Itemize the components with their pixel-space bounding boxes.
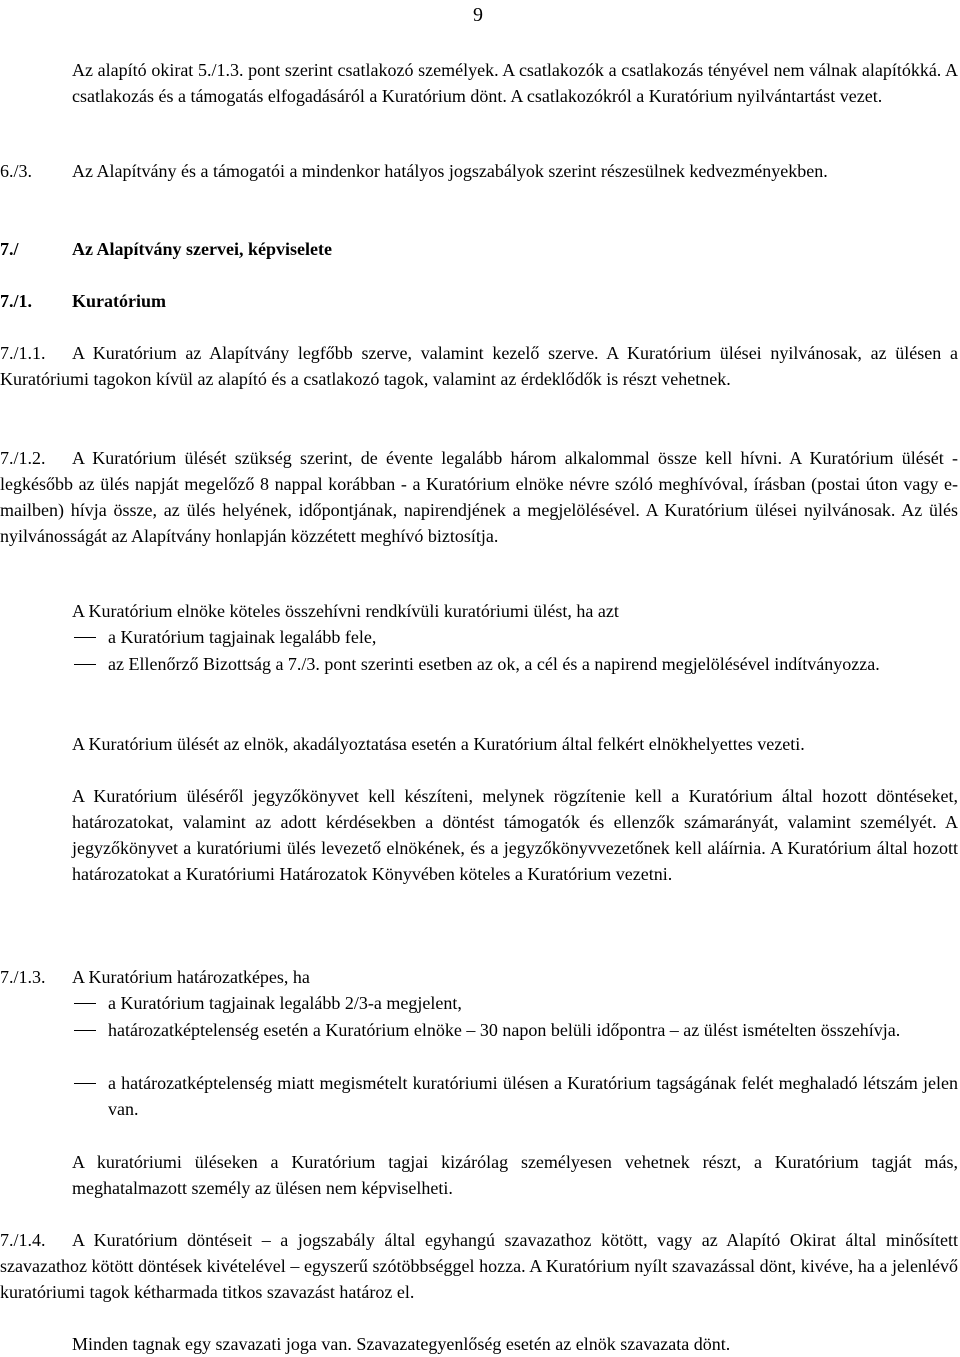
page-number: 9 <box>473 4 483 26</box>
section-number: 7./1. <box>0 291 33 311</box>
section-text: A Kuratórium az Alapítvány legfőbb szerve, valamint kezelő szerve. A Kuratórium ülései nyilvánosak, az ülésen a Kuratóriumi tagokon kívül az alapító és a csatlakozó tagok, valamint az érdeklődők is részt vehetnek. <box>0 343 958 389</box>
dash-bullet <box>74 637 96 638</box>
section-number: 7./1.3. <box>0 967 46 987</box>
section-number: 7./ <box>0 239 19 259</box>
dash-bullet <box>74 664 96 665</box>
section-text: A Kuratórium ülését szükség szerint, de évente legalább három alkalommal össze kell hívni. A Kuratórium ülését - legkésőbb az ülés napját megelőző 8 nappal korábban - a Kuratórium elnöke névre szóló meghívóval, írásban (postai úton vagy e-mailben) hívja össze, az ülés helyének, időpontjának, napirendjének a megjelölésével. A Kuratórium ülései nyilvánosak. Az ülés nyilvánosságát az Alapítvány honlapján közzétett meghívó biztosítja. <box>0 448 958 546</box>
section-lead: A Kuratórium határozatképes, ha <box>72 967 310 987</box>
minutes-paragraph: A Kuratórium üléséről jegyzőkönyvet kell készíteni, melynek rögzítenie kell a Kuratórium által hozott döntéseket, határozatokat, valamint az adott kérdésekben a döntést támogatók és ellenzők számarányát, valamint személyét. A jegyzőkönyvet a kuratóriumi ülés levezető elnökének, és a jegyzőkönyvvezetőnek kell aláírnia. A Kuratórium által hozott határozatokat a Kuratóriumi Határozatok Könyvében köteles a Kuratórium vezetni. <box>72 786 958 884</box>
section-text: Az Alapítvány és a támogatói a mindenkor hatályos jogszabályok szerint részesülnek kedvezményekben. <box>72 161 828 181</box>
list-item: a Kuratórium tagjainak legalább fele, <box>108 627 377 647</box>
list-item: határozatképtelenség esetén a Kuratórium elnöke – 30 napon belüli időpontra – az ülést ismételten összehívja. <box>108 1020 901 1040</box>
voting-rule-paragraph: Minden tagnak egy szavazati joga van. Szavazategyenlőség esetén az elnök szavazata dönt. <box>72 1334 731 1354</box>
dash-bullet <box>74 1083 96 1084</box>
list-item: a Kuratórium tagjainak legalább 2/3-a megjelent, <box>108 993 462 1013</box>
intro-paragraph: Az alapító okirat 5./1.3. pont szerint csatlakozó személyek. A csatlakozók a csatlakozás tényével nem válnak alapítókká. A csatlakozás és a támogatás elfogadásáról a Kuratórium dönt. A csatlakozókról a Kuratórium nyilvántartást vezet. <box>72 60 958 106</box>
section-number: 7./1.2. <box>0 448 46 468</box>
section-title: Az Alapítvány szervei, képviselete <box>72 239 332 259</box>
extraordinary-lead: A Kuratórium elnöke köteles összehívni rendkívüli kuratóriumi ülést, ha azt <box>72 601 619 621</box>
section-title: Kuratórium <box>72 291 166 311</box>
section-text: A Kuratórium döntéseit – a jogszabály által egyhangú szavazathoz kötött, vagy az Alapító Okirat által minősített szavazathoz kötött döntések kivételével – egyszerű szótöbbséggel hozza. A Kuratórium nyílt szavazással dönt, kivéve, ha a jelenlévő kuratóriumi tagok kétharmada titkos szavazást határoz el. <box>0 1230 958 1302</box>
dash-bullet <box>74 1030 96 1031</box>
section-number: 7./1.1. <box>0 343 46 363</box>
dash-bullet <box>74 1003 96 1004</box>
list-item: a határozatképtelenség miatt megismételt kuratóriumi ülésen a Kuratórium tagságának felét meghaladó létszám jelen van. <box>108 1073 958 1119</box>
section-6-3 <box>0 158 960 214</box>
chair-paragraph: A Kuratórium ülését az elnök, akadályoztatása esetén a Kuratórium által felkért elnökhelyettes vezeti. <box>72 734 805 754</box>
section-number: 6./3. <box>0 161 33 181</box>
personal-paragraph: A kuratóriumi üléseken a Kuratórium tagjai kizárólag személyesen vehetnek részt, a Kuratórium tagját más, meghatalmazott személy az ülésen nem képviselheti. <box>72 1152 958 1198</box>
list-item: az Ellenőrző Bizottság a 7./3. pont szerinti esetben az ok, a cél és a napirend megjelölésével indítványozza. <box>108 654 880 674</box>
section-number: 7./1.4. <box>0 1230 46 1250</box>
